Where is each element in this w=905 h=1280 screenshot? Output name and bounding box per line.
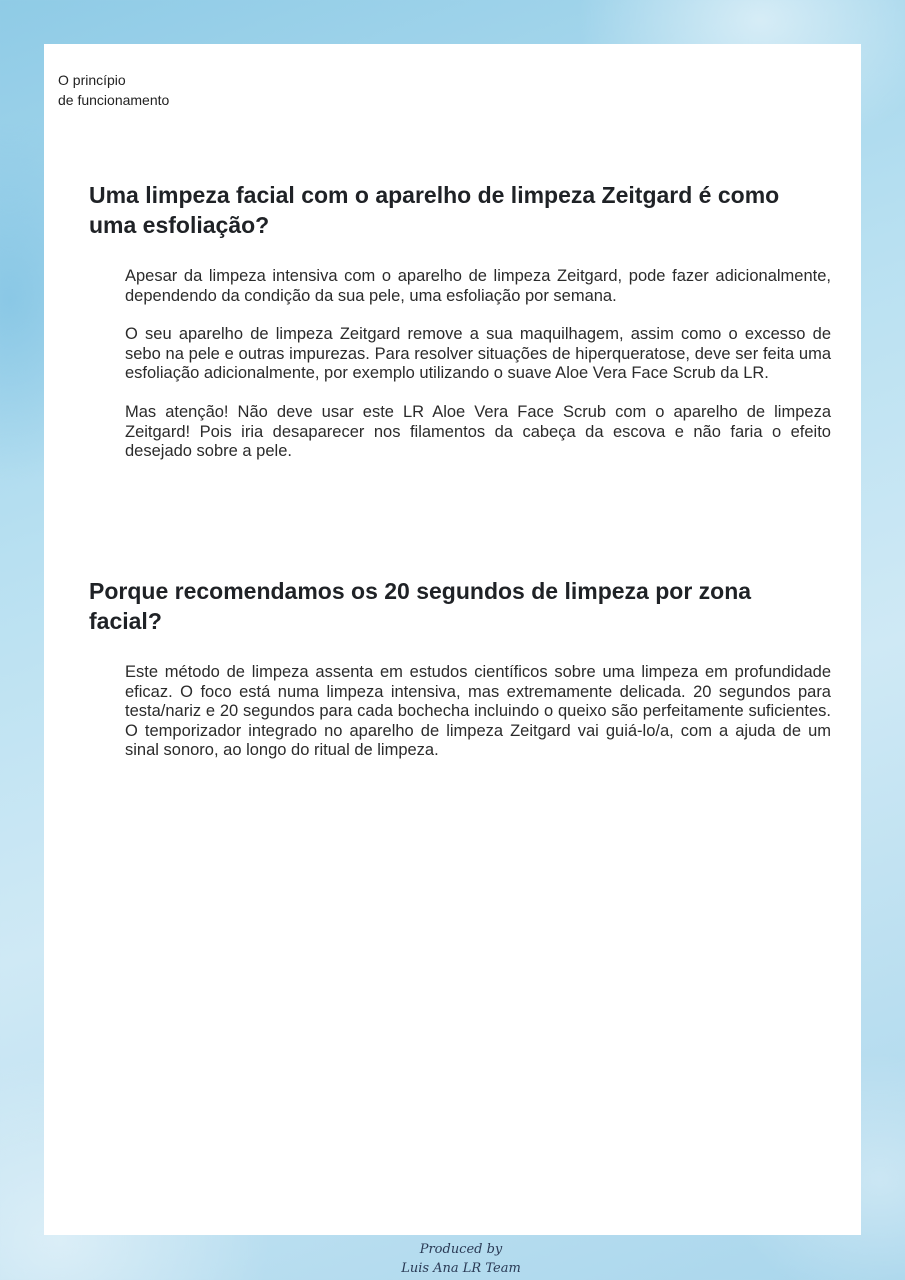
section-20-seconds [89,576,834,780]
credit-line-1: Produced by [419,1242,503,1257]
section-heading: Uma limpeza facial com o aparelho de limpeza Zeitgard é como uma esfoliação? [89,182,780,238]
paragraph: O seu aparelho de limpeza Zeitgard remove a sua maquilhagem, assim como o excesso de sebo na pele e outras impurezas. Para resolver situações de hiperqueratose, deve ser feita uma esfoliação adicionalmente, por exemplo utilizando o suave Aloe Vera Face Scrub da LR. [125,325,831,383]
footer-credit [0,1240,905,1278]
section-body [125,267,831,462]
section-heading: Porque recomendamos os 20 segundos de limpeza por zona facial? [89,578,752,634]
section-exfoliation [89,180,834,481]
paragraph: Mas atenção! Não deve usar este LR Aloe Vera Face Scrub com o aparelho de limpeza Zeitgard! Pois iria desaparecer nos filamentos da cabeça da escova e não faria o efeito desejado sobre a pele. [125,402,831,461]
chapter-label-line-2: de funcionamento [58,92,170,108]
paragraph: Apesar da limpeza intensiva com o aparelho de limpeza Zeitgard, pode fazer adicionalmente, dependendo da condição da sua pele, uma esfoliação por semana. [125,267,831,305]
chapter-label-line-1: O princípio [58,72,126,88]
chapter-label [58,70,169,110]
document-page [44,44,861,1235]
paragraph: Este método de limpeza assenta em estudos científicos sobre uma limpeza em profundidade eficaz. O foco está numa limpeza intensiva, mas extremamente delicada. 20 segundos para testa/nariz e 20 segundos para cada bochecha incluindo o queixo são perfeitamente suficientes. O temporizador integrado no aparelho de limpeza Zeitgard vai guiá-lo/a, com a ajuda de um sinal sonoro, ao longo do ritual de limpeza. [125,663,831,760]
section-body [125,663,831,761]
credit-line-2: Luis Ana LR Team [401,1261,521,1276]
